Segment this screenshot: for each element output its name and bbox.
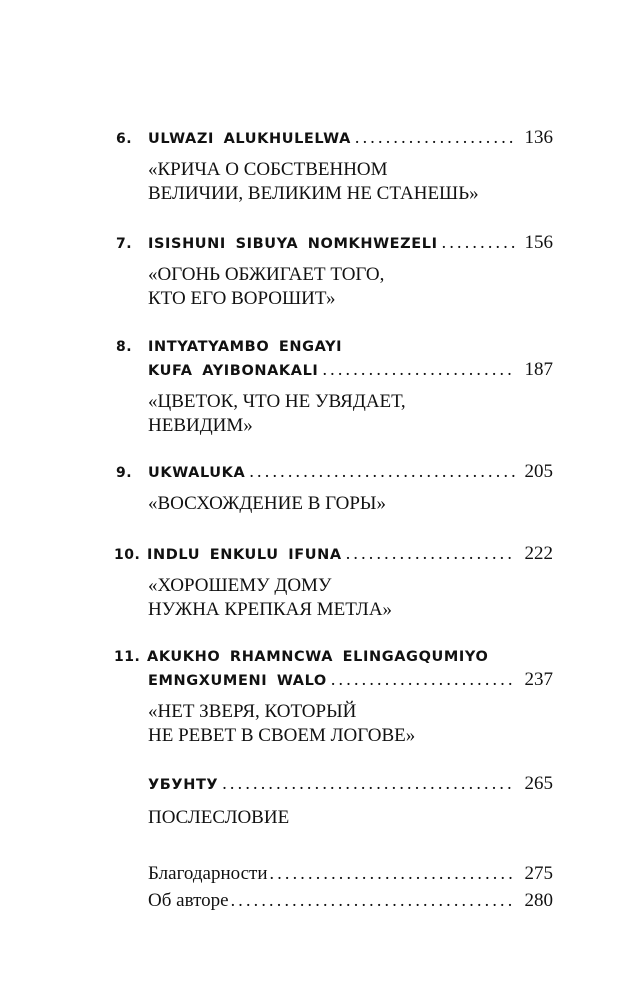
page-number: 187 [524, 359, 553, 380]
chapter-number: 9. [116, 465, 133, 481]
page-number: 156 [524, 232, 553, 253]
toc-entry-about-author[interactable] [148, 887, 553, 914]
chapter-heading-line [116, 231, 553, 255]
subtitle-line: КТО ЕГО ВОРОШИТ» [148, 288, 336, 309]
dot-leader [355, 126, 515, 148]
chapter-number: 11. [114, 649, 141, 665]
page-number: 280 [524, 890, 553, 911]
back-matter-list [148, 860, 553, 914]
subtitle-line: ВЕЛИЧИИ, ВЕЛИКИМ НЕ СТАНЕШЬ» [148, 183, 479, 204]
chapter-number: 6. [116, 131, 133, 147]
entry-title: Благодарности [148, 863, 268, 884]
section-title: УБУНТУ [148, 777, 219, 793]
subtitle-line: НУЖНА КРЕПКАЯ МЕТЛА» [148, 599, 393, 620]
chapter-heading-line [116, 460, 553, 484]
chapter-subtitle [148, 263, 553, 311]
chapter-subtitle [148, 574, 553, 622]
toc-entry-chapter-8[interactable] [116, 336, 553, 438]
chapter-heading-line [116, 646, 553, 668]
chapter-title: ISISHUNI SIBUYA NOMKHWEZELI [148, 236, 438, 252]
chapter-title: INDLU ENKULU IFUNA [147, 547, 342, 563]
subtitle-line: «ОГОНЬ ОБЖИГАЕТ ТОГО, [148, 264, 385, 285]
dot-leader [231, 887, 515, 913]
subtitle-line: НЕВИДИМ» [148, 415, 253, 436]
dot-leader [442, 231, 515, 253]
entry-title: Об авторе [148, 890, 229, 911]
page-number: 237 [524, 669, 553, 690]
dot-leader [346, 542, 515, 564]
chapter-title: EMNGXUMENI WALO [148, 673, 327, 689]
chapter-heading-line-continued [116, 668, 553, 692]
subtitle-line: «ЦВЕТОК, ЧТО НЕ УВЯДАЕТ, [148, 391, 406, 412]
chapter-subtitle [148, 158, 553, 206]
chapter-heading-line [116, 542, 553, 566]
toc-entry-chapter-10[interactable] [116, 542, 553, 622]
chapter-number: 7. [116, 236, 133, 252]
subtitle-line: «НЕТ ЗВЕРЯ, КОТОРЫЙ [148, 701, 357, 722]
chapter-title: ULWAZI ALUKHULELWA [148, 131, 351, 147]
section-heading-line [116, 772, 553, 796]
chapter-subtitle [148, 492, 553, 516]
dot-leader [331, 668, 515, 690]
chapter-number: 8. [116, 339, 133, 355]
dot-leader [270, 860, 516, 886]
subtitle-line: НЕ РЕВЕТ В СВОЕМ ЛОГОВЕ» [148, 725, 416, 746]
page-number: 275 [524, 863, 553, 884]
chapter-title: INTYATYAMBO ENGAYI [148, 339, 343, 355]
chapter-heading-line [116, 126, 553, 150]
dot-leader [249, 460, 515, 482]
subtitle-line: «КРИЧА О СОБСТВЕННОМ [148, 159, 388, 180]
subtitle-line: ПОСЛЕСЛОВИЕ [148, 807, 290, 828]
chapter-heading-line-continued [116, 358, 553, 382]
chapter-subtitle [148, 390, 553, 438]
toc-entry-chapter-11[interactable] [116, 646, 553, 748]
chapter-heading-line [116, 336, 553, 358]
toc-entry-acknowledgements[interactable] [148, 860, 553, 887]
page-number: 205 [524, 461, 553, 482]
dot-leader [222, 772, 515, 794]
table-of-contents [116, 126, 553, 914]
chapter-number: 10. [114, 547, 141, 563]
page-number: 265 [524, 773, 553, 794]
subtitle-line: «ВОСХОЖДЕНИЕ В ГОРЫ» [148, 493, 386, 514]
chapter-title: KUFA AYIBONAKALI [148, 363, 319, 379]
page-number: 136 [524, 127, 553, 148]
section-subtitle [148, 806, 553, 830]
toc-entry-chapter-9[interactable] [116, 460, 553, 516]
chapter-title: AKUKHO RHAMNCWA ELINGAGQUMIYO [147, 649, 489, 665]
page-number: 222 [524, 543, 553, 564]
toc-entry-chapter-7[interactable] [116, 231, 553, 311]
dot-leader [322, 358, 515, 380]
toc-entry-chapter-6[interactable] [116, 126, 553, 206]
chapter-subtitle [148, 700, 553, 748]
toc-entry-ubuntu[interactable] [116, 772, 553, 830]
chapter-title: UKWALUKA [148, 465, 246, 481]
subtitle-line: «ХОРОШЕМУ ДОМУ [148, 575, 332, 596]
